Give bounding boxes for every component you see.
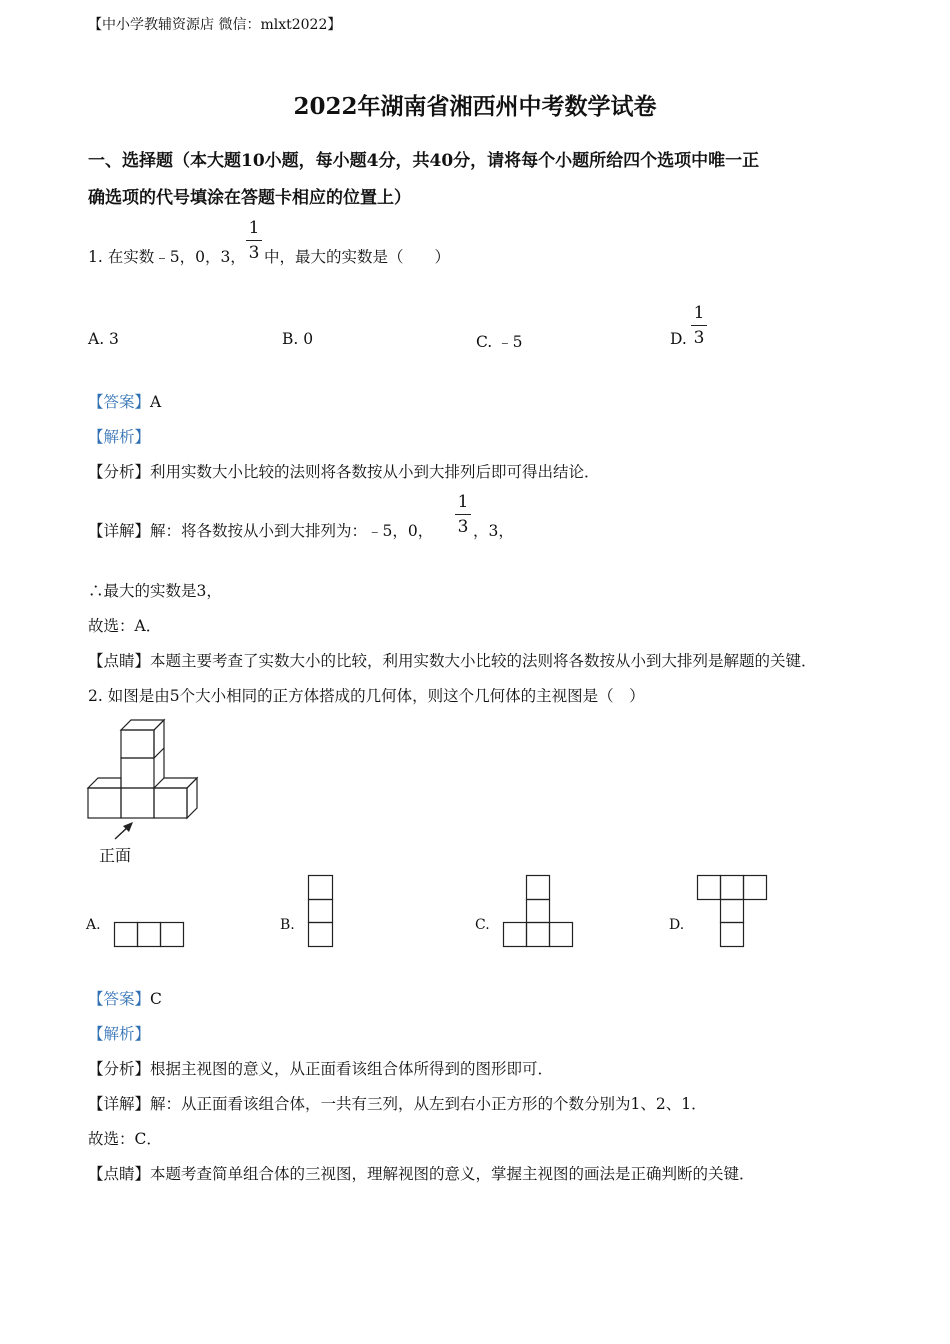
q1-stem-after: 中，最大的实数是（ ） bbox=[264, 248, 451, 266]
answer-tag: 【答案】 bbox=[88, 393, 151, 411]
page-title: 2022年湖南省湘西州中考数学试卷 bbox=[293, 93, 657, 120]
q2-analysis-tag: 【解析】 bbox=[88, 1025, 151, 1043]
fenxi-tag: 【分析】 bbox=[88, 463, 151, 481]
fraction-bar bbox=[691, 325, 707, 326]
q2-option-d-label: D. bbox=[669, 917, 685, 933]
q1-analysis-tag: 【解析】 bbox=[88, 428, 151, 446]
q2-stem: 2. 如图是由5个大小相同的正方体搭成的几何体，则这个几何体的主视图是（ ） bbox=[88, 687, 645, 705]
q2-option-a-figure bbox=[114, 922, 186, 948]
answer-value: C bbox=[150, 990, 162, 1008]
xiangjie-tag: 【详解】 bbox=[88, 522, 151, 540]
q1-option-b: B. 0 bbox=[282, 330, 314, 348]
fraction-numerator: 1 bbox=[248, 218, 260, 238]
q1-xiangjie-fraction bbox=[455, 494, 471, 536]
q2-option-c-label: C. bbox=[475, 917, 490, 933]
xiangjie-text: 解：将各数按从小到大排列为：﹣5，0， bbox=[150, 522, 434, 540]
q1-stem-before: 1. 在实数﹣5，0，3， bbox=[88, 248, 246, 266]
fraction-denominator: 3 bbox=[248, 243, 260, 263]
fenxi-text: 利用实数大小比较的法则将各数按从小到大排列后即可得出结论． bbox=[150, 463, 600, 481]
q2-option-c-figure bbox=[503, 875, 575, 948]
fraction-denominator: 3 bbox=[457, 517, 469, 537]
q1-option-d-fraction bbox=[691, 305, 707, 347]
q1-fenxi bbox=[88, 460, 600, 482]
q1-option-d: D. bbox=[670, 330, 687, 348]
q2-xiangjie bbox=[88, 1092, 707, 1114]
q2-dianjing bbox=[88, 1162, 755, 1184]
q1-dianjing bbox=[88, 649, 817, 671]
fraction-numerator: 1 bbox=[457, 492, 469, 512]
fraction-denominator: 3 bbox=[693, 328, 705, 348]
q1-stem-fraction bbox=[246, 220, 262, 262]
fenxi-tag: 【分析】 bbox=[88, 1060, 151, 1078]
dianjing-text: 本题考查简单组合体的三视图，理解视图的意义，掌握主视图的画法是正确判断的关键． bbox=[150, 1165, 755, 1183]
q2-option-a-label: A. bbox=[86, 917, 101, 933]
xiangjie-tag: 【详解】 bbox=[88, 1095, 151, 1113]
dianjing-text: 本题主要考查了实数大小的比较，利用实数大小比较的法则将各数按从小到大排列是解题的关键． bbox=[150, 652, 817, 670]
xiangjie-text: 解：从正面看该组合体，一共有三列，从左到右小正方形的个数分别为1、2、1． bbox=[150, 1095, 707, 1113]
answer-tag: 【答案】 bbox=[88, 990, 151, 1008]
dianjing-tag: 【点睛】 bbox=[88, 1165, 151, 1183]
q2-answer bbox=[88, 987, 162, 1009]
q2-fenxi bbox=[88, 1057, 553, 1079]
q2-front-label: 正面 bbox=[99, 846, 132, 865]
q1-option-a: A. 3 bbox=[88, 330, 119, 348]
section-heading-line2: 确选项的代号填涂在答题卡相应的位置上） bbox=[88, 188, 411, 208]
fraction-bar bbox=[455, 514, 471, 515]
answer-value: A bbox=[150, 393, 162, 411]
q2-front-arrow-icon bbox=[112, 820, 136, 842]
section-heading-line1: 一、选择题（本大题10小题，每小题4分，共40分，请将每个小题所给四个选项中唯一正 bbox=[88, 151, 760, 171]
q1-xiangjie-after: ，3， bbox=[473, 522, 514, 540]
q1-xiangjie-before bbox=[88, 519, 433, 541]
q2-choose: 故选：C． bbox=[88, 1130, 162, 1148]
q1-therefore: ∴最大的实数是3， bbox=[88, 582, 222, 600]
q1-option-c: C. ﹣5 bbox=[476, 333, 523, 351]
q1-choose: 故选：A． bbox=[88, 617, 162, 635]
q2-option-d-figure bbox=[697, 875, 769, 948]
q2-option-b-figure bbox=[308, 875, 334, 948]
q1-answer bbox=[88, 390, 161, 412]
fraction-bar bbox=[246, 240, 262, 241]
q2-option-b-label: B. bbox=[280, 917, 295, 933]
page-header: 【中小学教辅资源店 微信：mlxt2022】 bbox=[88, 17, 342, 33]
q2-cubes-figure bbox=[88, 716, 200, 822]
fraction-numerator: 1 bbox=[693, 303, 705, 323]
dianjing-tag: 【点睛】 bbox=[88, 652, 151, 670]
fenxi-text: 根据主视图的意义，从正面看该组合体所得到的图形即可． bbox=[150, 1060, 554, 1078]
